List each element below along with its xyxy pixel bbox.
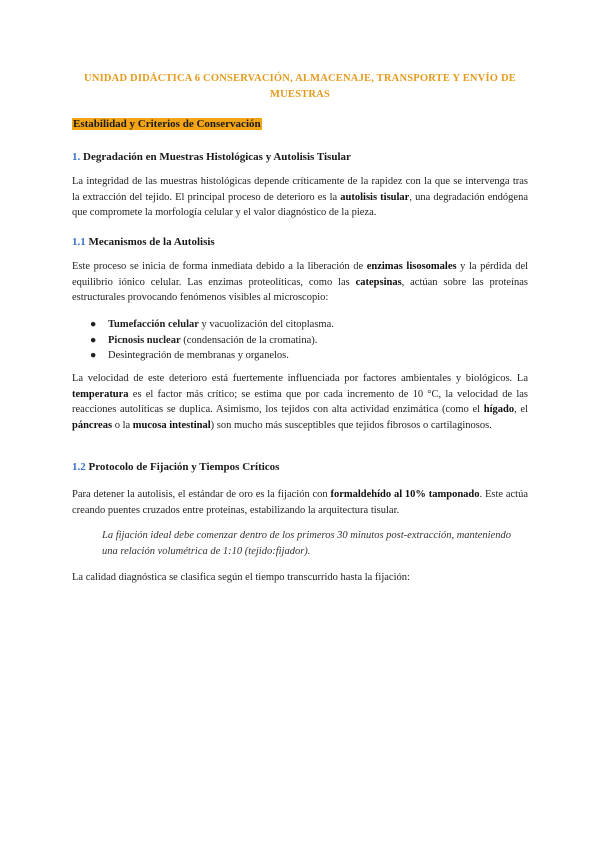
text-run: La velocidad de este deterioro está fuertemente influenciada por factores ambientales y biológicos. La bbox=[72, 373, 528, 384]
bullet-icon: ● bbox=[90, 334, 97, 346]
bullet-icon: ● bbox=[90, 319, 97, 330]
bold-term: catepsinas bbox=[355, 276, 402, 288]
bold-term: mucosa intestinal bbox=[132, 419, 211, 431]
bold-term: autolisis tisular bbox=[340, 191, 410, 203]
text-run: ) son mucho más susceptibles que tejidos fibrosos o cartilaginosos. bbox=[210, 419, 492, 431]
paragraph-calidad: La calidad diagnóstica se clasifica según el tiempo transcurrido hasta la fijación: bbox=[72, 572, 410, 583]
text-run: (condensación de la cromatina). bbox=[180, 334, 318, 346]
text-run: , el bbox=[514, 404, 528, 415]
heading-text: Degradación en Muestras Histológicas y Autolisis Tisular bbox=[83, 151, 351, 163]
list-item bbox=[72, 333, 528, 349]
text-run: y la pérdida del equilibrio iónico celular. Las enzimas proteolíticas, como las bbox=[72, 261, 529, 288]
heading-mecanismos bbox=[72, 235, 215, 249]
bold-term: temperatura bbox=[72, 388, 129, 400]
text-run: La integridad de las muestras histológicas depende críticamente de la rapidez con la que se intervenga tras la extracción del tejido. El principal proceso de deterioro es la bbox=[72, 176, 528, 203]
heading-text: Protocolo de Fijación y Tiempos Críticos bbox=[88, 461, 280, 473]
paragraph-integridad bbox=[72, 174, 528, 221]
bold-term: Picnosis nuclear bbox=[108, 334, 181, 346]
heading-degradacion bbox=[72, 150, 351, 164]
text-run: . Este actúa creando puentes cruzados entre proteínas, estabilizando la arquitectura tisular. bbox=[72, 489, 528, 516]
paragraph-mecanismos bbox=[72, 259, 528, 306]
bold-term: enzimas lisosomales bbox=[366, 261, 457, 272]
text-run: y vacuolización del citoplasma. bbox=[198, 319, 334, 330]
text-run: Desintegración de membranas y organelos. bbox=[108, 350, 289, 361]
section-heading bbox=[72, 117, 262, 131]
bold-term: páncreas bbox=[72, 419, 113, 431]
paragraph-fijacion bbox=[72, 487, 528, 518]
list-item bbox=[72, 317, 528, 333]
list-item bbox=[72, 348, 528, 364]
paragraph-velocidad bbox=[72, 371, 528, 433]
text-run: Este proceso se inicia de forma inmediata debido a la liberación de bbox=[72, 261, 367, 272]
text-run: es el factor más crítico; se estima que por cada incremento de 10 °C, la velocidad de las reacciones autolíticas se duplica. Asimismo, los tejidos con alta actividad enzimática (como el bbox=[72, 388, 528, 415]
section-heading-text: Estabilidad y Criterios de Conservación bbox=[73, 118, 261, 130]
text-run: , una degradación endógena que compromete la morfología celular y el valor diagnóstico de la pieza. bbox=[72, 191, 528, 218]
text-run: , actúan sobre las proteínas estructurales provocando fenómenos visibles al microscopio: bbox=[72, 276, 528, 303]
heading-number: 1. bbox=[72, 151, 81, 163]
heading-number: 1.2 bbox=[72, 461, 86, 473]
text-run: o la bbox=[112, 419, 133, 431]
document-title: UNIDAD DIDÁCTICA 6 CONSERVACIÓN, ALMACENAJE, TRANSPORTE Y ENVÍO DE MUESTRAS bbox=[84, 73, 516, 100]
text-run: Para detener la autolisis, el estándar de oro es la fijación con bbox=[72, 489, 331, 500]
heading-protocolo bbox=[72, 460, 279, 474]
heading-text: Mecanismos de la Autolisis bbox=[88, 236, 215, 248]
bold-term: hígado bbox=[483, 404, 515, 415]
bullet-icon: ● bbox=[90, 350, 97, 361]
heading-number: 1.1 bbox=[72, 236, 86, 248]
bold-term: formaldehído al 10% tamponado bbox=[330, 489, 480, 500]
bullet-list bbox=[72, 317, 528, 364]
blockquote-fijacion: La fijación ideal debe comenzar dentro de los primeros 30 minutos post-extracción, manteniendo una relación volumétrica de 1:10 (tejido:fijador). bbox=[102, 530, 511, 557]
bold-term: Tumefacción celular bbox=[108, 319, 199, 330]
